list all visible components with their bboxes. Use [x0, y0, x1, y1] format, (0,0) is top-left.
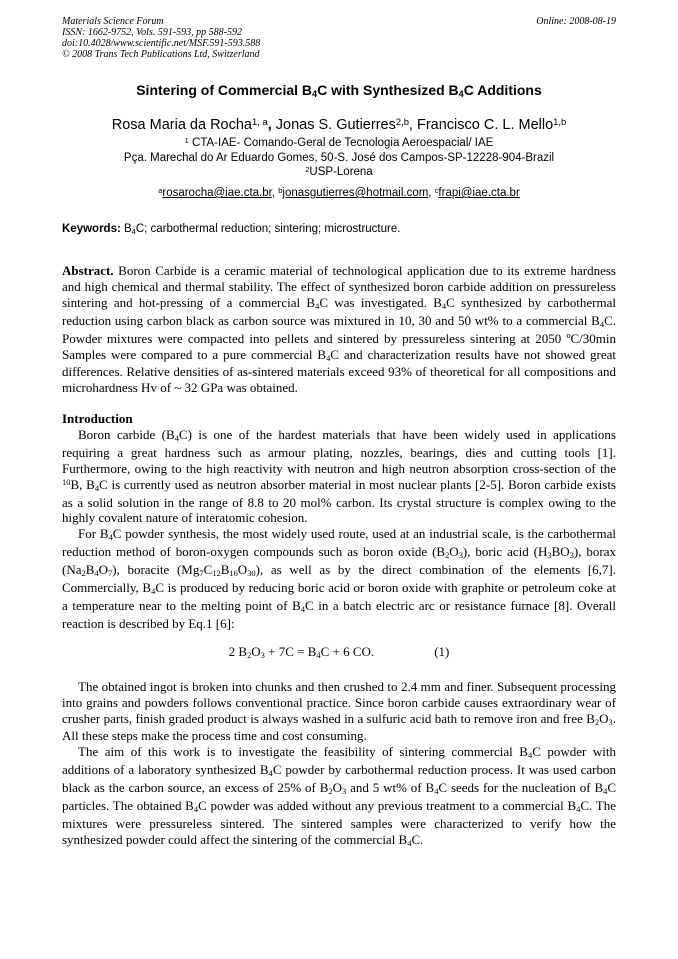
online-date: Online: 2008-08-19	[536, 16, 616, 27]
author-name: Rosa Maria da Rocha	[111, 117, 252, 133]
affiliation-block	[62, 136, 616, 180]
title-part: Sintering of Commercial B	[136, 82, 313, 98]
title-subscript: 4	[458, 89, 464, 100]
section-heading: Introduction	[62, 411, 133, 426]
author-name: Jonas S. Gutierres	[275, 117, 396, 133]
abstract-label: Abstract.	[62, 263, 114, 278]
abstract-section	[62, 263, 616, 396]
affiliation-mark: 1	[184, 135, 189, 145]
copyright-line: © 2008 Trans Tech Publications Ltd, Switzerland	[62, 49, 260, 60]
email-mark: a	[158, 185, 163, 195]
author-name: Francisco C. L. Mello	[416, 117, 554, 133]
email-link[interactable]: frapi@iae.cta.br	[438, 187, 520, 199]
doi-line: doi:10.4028/www.scientific.net/MSF.591-593.588	[62, 38, 261, 49]
journal-name: Materials Science Forum	[62, 16, 164, 27]
email-mark: b	[278, 185, 283, 195]
email-link[interactable]: jonasgutierres@hotmail.com	[282, 187, 429, 199]
email-line: $^a$rosarocha@iae.cta.br, $^b$jonasgutierres@hotmail.com, $^c$frapi@iae.cta.br	[158, 185, 520, 199]
keywords-line	[62, 223, 616, 235]
title-part: C Additions	[463, 82, 542, 98]
title-subscript: 4	[312, 89, 318, 100]
introduction-section	[62, 411, 616, 850]
title-part: C with Synthesized B	[317, 82, 459, 98]
affiliation-name: CTA-IAE- Comando-Geral de Tecnologia Aeroespacial/ IAE	[192, 137, 494, 149]
journal-header	[62, 16, 616, 60]
issn-line: ISSN: 1662-9752, Vols. 591-593, pp 588-592	[62, 27, 242, 38]
author-affiliation-mark: 1,b	[553, 115, 567, 127]
equation-text: 2 $B_2O_3 + 7C = B_4C + 6$ CO.	[228, 643, 375, 660]
body-paragraph: Boron carbide $(B_4C)$ is one of the hardest materials that have been widely used in applications requiring a great hardness such as armour plating, nozzles, bearings, dies and cutting tools [1]. Furthermore, owing to the high reactivity with neutron and high neutron absorption cross-section of the $^{10}$B, $B_4C$ is currently used as neutron absorber material in most nuclear plants [2-5]. Boron carbide exists as a solid solution in the range of 8.8 to 20 mol% carbon. Its crystal structure is complex owing to the highly covalent nature of interatomic cohesion.	[62, 426, 616, 526]
body-paragraph: The obtained ingot is broken into chunks and then crushed to 2.4 mm and finer. Subsequent processing into grains and powders follows conventional practice. Since boron carbide causes extraordinary wear of crusher parts, finish graded product is always washed in a sulfuric acid bath to remove iron and free $B_2O_3$. All these steps make the process time and cost consuming.	[62, 678, 616, 744]
affiliation-address: Pça. Marechal do Ar Eduardo Gomes, 50-S. José dos Campos-SP-12228-904-Brazil	[123, 152, 555, 164]
affiliation-mark: 2	[305, 164, 310, 174]
author-affiliation-mark: 1, a	[252, 115, 268, 127]
keywords-label: Keywords:	[62, 223, 121, 235]
abstract-text: Boron Carbide is a ceramic material of technological application due to its extreme hardness and high chemical and thermal stability. The effect of synthesized boron carbide addition on pressureless sintering and hot-pressing of a commercial $B_4C$ was investigated. $B_4C$ synthesized by carbothermal reduction using carbon black as carbon source was mixtured in 10, 30 and 50 wt% to a commercial $B_4C$. Powder mixtures were compacted into pellets and sintered by pressureless sintering at 2050 ºC/30min Samples were compared to a pure commercial $B_4C$ and characterization results have not showed great differences. Relative densities of as-sintered materials exceed 93% of theoretical for all compositions and microhardness Hv of ~ 32 GPa was obtained.	[62, 263, 616, 396]
paper-title	[62, 82, 616, 98]
author-list: Rosa Maria da Rocha$^{1, a}$, Jonas S. Gutierres$^{2,b}$, Francisco C. L. Mello$^{1,b}$	[111, 115, 567, 133]
affiliation-name: USP-Lorena	[309, 166, 373, 178]
email-link[interactable]: rosarocha@iae.cta.br	[162, 187, 272, 199]
equation	[62, 644, 616, 662]
author-affiliation-mark: 2,b	[395, 115, 409, 127]
body-paragraph: The aim of this work is to investigate the feasibility of sintering commercial $B_4C$ powder with additions of a laboratory synthesized $B_4C$ powder by carbothermal reduction process. It was used carbon black as the carbon source, an excess of 25% of $B_2O_3$ and 5 wt% of $B_4C$ seeds for the nucleation of $B_4C$ particles. The obtained $B_4C$ powder was added without any previous treatment to a commercial $B_4C$. The mixtures were pressureless sintered. The sintered samples were characterized to verify how the synthesized powder could affect the sintering of the commercial $B_4C$.	[62, 744, 617, 848]
email-mark: c	[434, 185, 439, 195]
keywords-text: $B_4C$; carbothermal reduction; sintering; microstructure.	[124, 223, 401, 236]
body-paragraph: For $B_4C$ powder synthesis, the most widely used route, used at an industrial scale, is the carbothermal reduction method of boron-oxygen compounds such as boron oxide $(B_2O_3)$, boric acid $(H_3BO_3)$, borax $(Na_2B_4O_7)$, boracite $(Mg_7C_{12}B_{16}O_{30})$, as well as by the direct combination of the elements [6,7]. Commercially, $B_4C$ is produced by reducing boric acid or boron oxide with graphite or petroleum coke at a temperature near to the melting point of $B_4C$ in a batch electric arc or resistance furnace [8]. Overall reaction is described by Eq.1 [6]:	[62, 526, 617, 631]
equation-number: (1)	[434, 643, 450, 659]
